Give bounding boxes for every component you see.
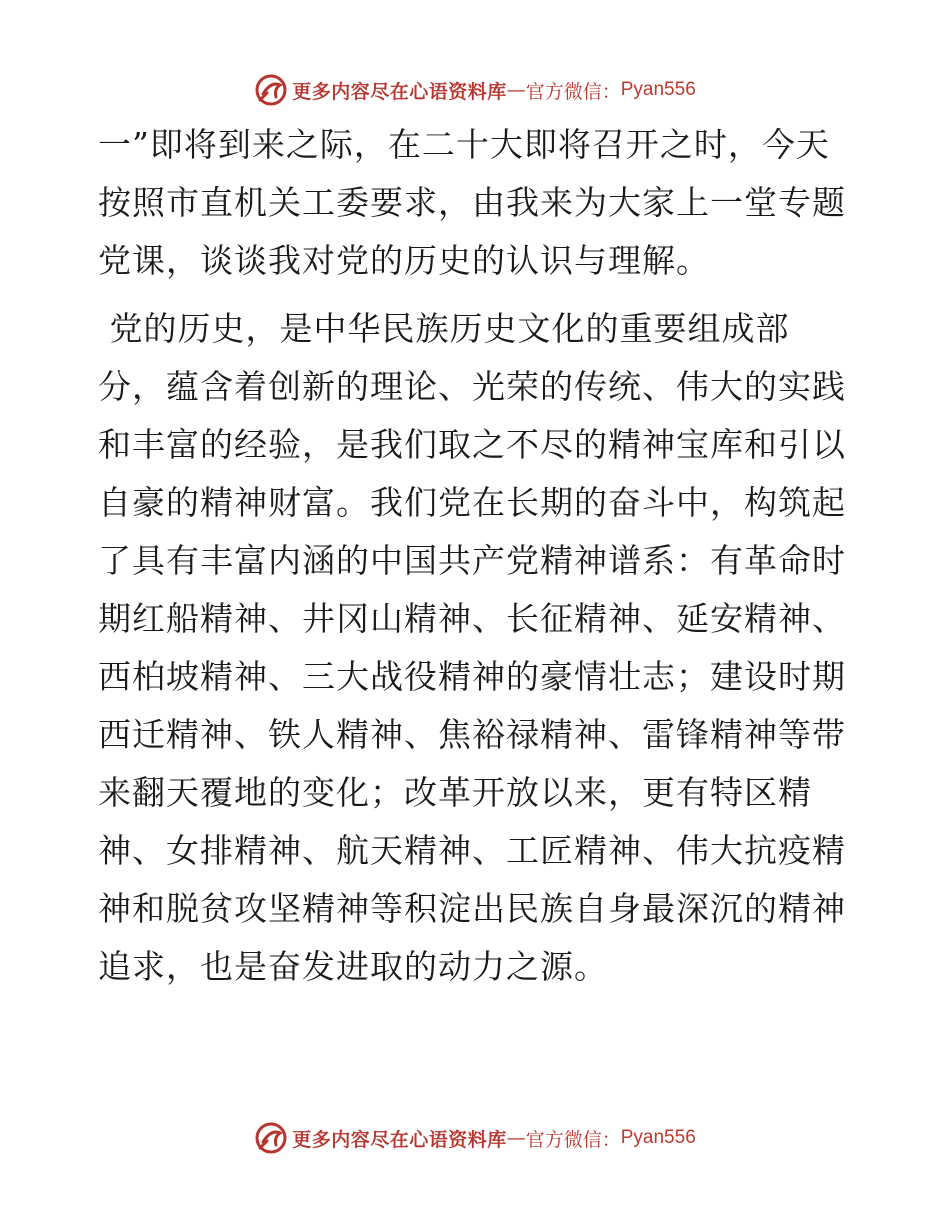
text-line: 来翻天覆地的变化；改革开放以来，更有特区精	[98, 773, 812, 812]
brand-logo-icon	[254, 73, 288, 107]
text-line: 和丰富的经验，是我们取之不尽的精神宝库和引以	[98, 425, 846, 464]
text-line: 了具有丰富内涵的中国共产党精神谱系：有革命时	[98, 541, 846, 580]
header-watermark	[0, 70, 950, 110]
text-line: 西迁精神、铁人精神、焦裕禄精神、雷锋精神等带	[98, 715, 846, 754]
brand-logo-icon	[254, 1121, 288, 1155]
text-line: 党的历史，是中华民族历史文化的重要组成部	[98, 309, 790, 348]
paragraph-1	[98, 116, 858, 290]
text-line: 西柏坡精神、三大战役精神的豪情壮志；建设时期	[98, 657, 846, 696]
footer-watermark	[0, 1118, 950, 1158]
text-line: 追求，也是奋发进取的动力之源。	[98, 947, 608, 986]
watermark-wechat-label: 官方微信：	[525, 1128, 621, 1151]
watermark-brand-text: 更多内容尽在心语资料库	[292, 80, 507, 103]
text-line: 一”即将到来之际，在二十大即将召开之时，今天	[98, 125, 830, 164]
watermark-brand-text: 更多内容尽在心语资料库	[292, 1128, 507, 1151]
watermark-separator: —	[506, 1127, 526, 1149]
text-line: 神和脱贫攻坚精神等积淀出民族自身最深沉的精神	[98, 889, 846, 928]
text-line: 神、女排精神、航天精神、工匠精神、伟大抗疫精	[98, 831, 846, 870]
text-line: 按照市直机关工委要求，由我来为大家上一堂专题	[98, 183, 846, 222]
text-line: 党课，谈谈我对党的历史的认识与理解。	[98, 241, 710, 280]
text-line: 分，蕴含着创新的理论、光荣的传统、伟大的实践	[98, 367, 846, 406]
watermark-wechat-label: 官方微信：	[525, 80, 621, 103]
paragraph-2	[98, 300, 858, 996]
watermark-separator: —	[506, 79, 526, 101]
watermark-wechat-id: Pyan556	[620, 79, 696, 100]
watermark-wechat-id: Pyan556	[620, 1127, 696, 1148]
text-line: 自豪的精神财富。我们党在长期的奋斗中，构筑起	[98, 483, 846, 522]
text-line: 期红船精神、井冈山精神、长征精神、延安精神、	[98, 599, 846, 638]
document-body	[98, 116, 858, 996]
